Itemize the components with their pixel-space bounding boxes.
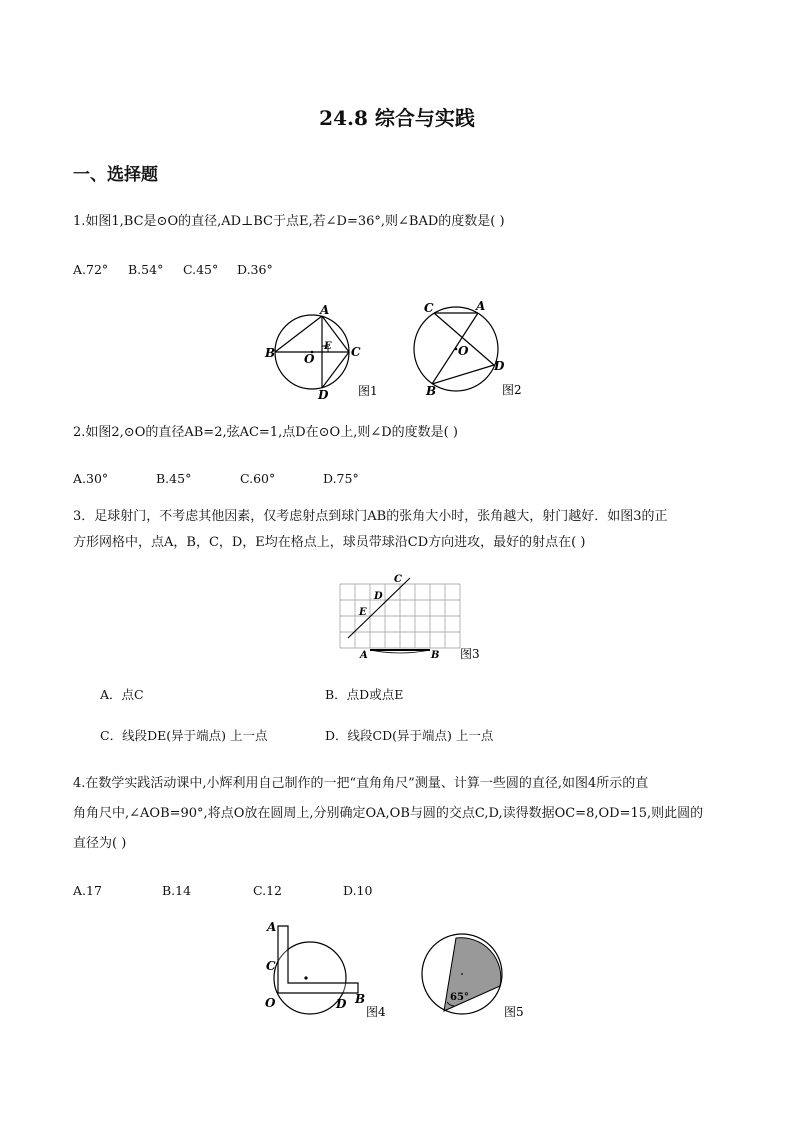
section-heading: 一、选择题: [73, 165, 158, 185]
fig4-label-a: A: [267, 920, 277, 934]
fig2-label-o: O: [458, 344, 469, 358]
figure-4: [258, 918, 398, 1023]
q4-option-a: A.17: [73, 883, 102, 898]
fig4-label-d: D: [336, 997, 347, 1011]
fig1-label-e: E: [324, 341, 332, 352]
fig3-label-b: B: [431, 650, 440, 661]
q2-option-d: D.75°: [323, 471, 359, 486]
fig4-label-c: C: [266, 959, 276, 973]
fig3-grid: [340, 584, 460, 648]
fig1-label-b: B: [265, 346, 276, 360]
q1-option-b: B.54°: [128, 262, 164, 277]
q1-option-c: C.45°: [183, 262, 219, 277]
fig2-label-c: C: [424, 301, 434, 315]
q3-option-c: C．线段DE(异于端点) 上一点: [100, 728, 268, 743]
fig1-label-d: D: [318, 388, 329, 400]
fig4-label-o: O: [265, 996, 276, 1010]
question-3-line-1: 3．足球射门，不考虑其他因素，仅考虑射点到球门AB的张角大小时，张角越大，射门越好．如图3的正: [73, 509, 668, 524]
q3-option-b: B．点D或点E: [325, 687, 404, 702]
fig2-label-d: D: [494, 359, 505, 373]
page-title: 24.8 综合与实践: [319, 106, 475, 130]
fig4-label-b: B: [355, 992, 366, 1006]
question-3-line-2: 方形网格中，点A，B，C，D，E均在格点上，球员带球沿CD方向进攻，最好的射点在( ): [73, 535, 586, 550]
figure-2: [410, 293, 540, 403]
q2-option-b: B.45°: [156, 471, 192, 486]
fig5-center-dot: [461, 973, 463, 975]
fig1-label-c: C: [351, 345, 361, 359]
q4-option-c: C.12: [253, 883, 282, 898]
q4-option-b: B.14: [162, 883, 192, 898]
q1-option-a: A.72°: [73, 262, 109, 277]
fig3-line-cd: [348, 578, 410, 638]
question-4-line-1: 4.在数学实践活动课中,小辉利用自己制作的一把“直角角尺”测量、计算一些圆的直径,如图4所示的直: [73, 776, 649, 791]
fig3-caption: 图3: [460, 647, 480, 661]
q3-option-d: D．线段CD(异于端点) 上一点: [325, 728, 494, 743]
question-2-text: 2.如图2,⊙O的直径AB=2,弦AC=1,点D在⊙O上,则∠D的度数是( ): [73, 425, 458, 440]
figure-1: [262, 300, 392, 400]
figure-3: [330, 570, 500, 665]
fig4-center-dot: [304, 976, 307, 979]
fig1-label-o: O: [304, 352, 315, 366]
fig2-label-b: B: [426, 384, 437, 398]
q3-option-a: A．点C: [100, 687, 144, 702]
fig2-chord-bd: [432, 365, 494, 384]
fig1-label-a: A: [320, 303, 330, 317]
fig5-caption: 图5: [504, 1005, 524, 1019]
q1-option-d: D.36°: [237, 262, 273, 277]
fig2-label-a: A: [476, 299, 486, 313]
fig3-label-a: A: [360, 650, 368, 661]
fig1-chord-ab: [275, 316, 322, 352]
q2-option-c: C.60°: [240, 471, 276, 486]
question-1-text: 1.如图1,BC是⊙O的直径,AD⊥BC于点E,若∠D=36°,则∠BAD的度数是( ): [73, 214, 505, 229]
fig3-label-e: E: [359, 607, 367, 618]
q4-option-d: D.10: [343, 883, 373, 898]
fig2-caption: 图2: [502, 383, 522, 397]
question-4-line-2: 角角尺中,∠AOB=90°,将点O放在圆周上,分别确定OA,OB与圆的交点C,D,读得数据OC=8,OD=15,则此圆的: [73, 806, 704, 821]
q2-option-a: A.30°: [73, 471, 109, 486]
fig3-label-d: D: [374, 591, 383, 602]
fig3-label-c: C: [394, 574, 402, 585]
fig1-caption: 图1: [358, 384, 378, 398]
fig4-caption: 图4: [366, 1005, 386, 1019]
question-4-line-3: 直径为( ): [73, 836, 127, 851]
fig5-angle-label: 65°: [450, 992, 469, 1003]
figure-5: [418, 930, 538, 1025]
fig4-right-angle-ruler: [278, 926, 358, 993]
fig2-center-dot: [455, 348, 458, 351]
